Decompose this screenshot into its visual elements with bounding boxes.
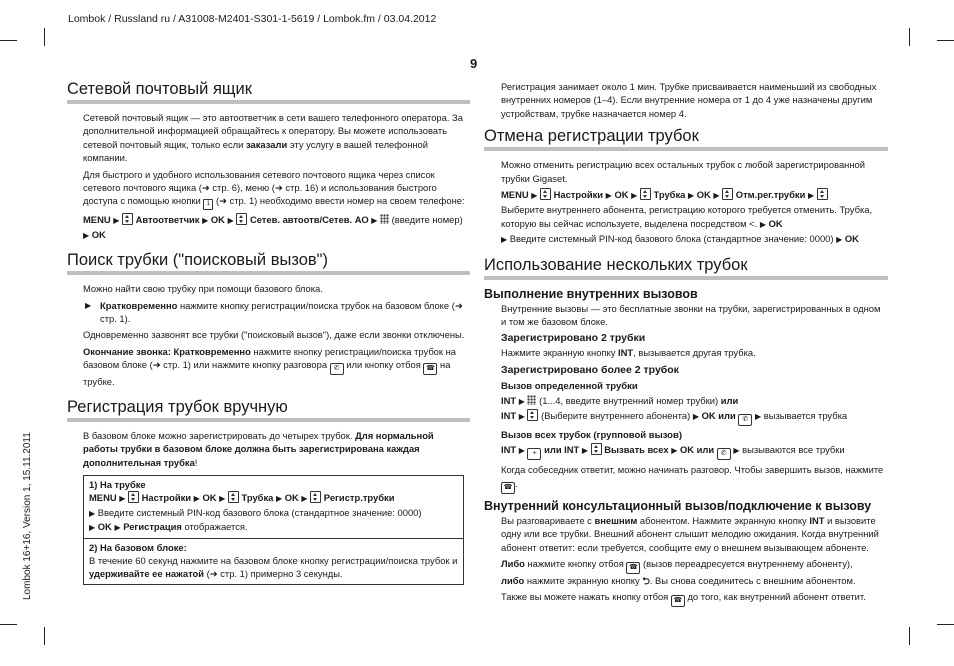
paragraph: [501, 203, 888, 231]
nav-key-icon: [527, 409, 538, 421]
end-call-key-icon: ☎: [423, 363, 437, 375]
text-span: .: [515, 477, 518, 489]
nav-key-icon: [128, 491, 139, 503]
text-span: Выберите внутреннего абонента, регистрацию которого требуется отменить. Трубка, которую вы сейчас используете, выделена посредством <.: [501, 204, 873, 229]
talk-key-icon: ✆: [717, 448, 731, 460]
text-span: Трубка: [653, 189, 686, 201]
subsection-title: Выполнение внутренних вызовов: [484, 286, 698, 301]
text-span: OK: [210, 214, 225, 226]
text-span: Автоответчик: [135, 214, 200, 226]
text-span: OK: [844, 233, 859, 245]
text-span: стр. 16) и использования быстрого доступа с помощью кнопки: [83, 182, 437, 207]
paragraph: [83, 429, 469, 469]
section-rule: [67, 100, 470, 104]
text-span: либо: [501, 574, 525, 586]
paragraph: [501, 590, 888, 607]
section-rule: [67, 271, 470, 275]
text-span: Регистр.трубки: [323, 492, 395, 504]
text-span: Также вы можете нажать кнопку отбоя: [501, 591, 671, 603]
text-span: или: [720, 394, 739, 406]
section-title-manual-registration: Регистрация трубок вручную: [67, 397, 288, 416]
crop-mark: [44, 28, 45, 46]
triangle-icon: ▶: [713, 191, 720, 201]
triangle-icon: ▶: [733, 446, 740, 456]
text-span: стр. 1) или нажмите кнопку разговора: [160, 359, 330, 371]
triangle-icon: ▶: [89, 523, 96, 533]
text-span: !: [194, 456, 198, 468]
subheading: Вызов всех трубок (групповой вызов): [501, 430, 682, 442]
text-span: Отм.рег.трубки: [735, 189, 806, 201]
text-span: Для нормальной работы трубки в базовом блоке должна быть зарегистрирована каждая дополнительная трубка: [83, 429, 434, 468]
section-title-paging: Поиск трубки ("поисковый вызов"): [67, 251, 328, 270]
crop-mark: [0, 624, 17, 625]
paragraph: [501, 463, 888, 493]
triangle-icon: ▶: [113, 216, 120, 226]
pin-instruction: [89, 506, 458, 520]
text-span: Кратковременно: [170, 345, 251, 357]
crop-mark: [0, 40, 17, 41]
base-instruction: [89, 554, 458, 581]
text-span: Либо: [501, 557, 525, 569]
text-span: на трубке.: [83, 359, 451, 388]
triangle-icon: ▶: [687, 191, 695, 201]
arrow-icon: ➜: [201, 182, 210, 194]
text-span: Вы разговариваете с: [501, 514, 595, 526]
text-span: . Вы снова соединитесь с внешним абонентом.: [649, 574, 856, 586]
nav-key-icon: [817, 188, 828, 200]
text-span: меню: [245, 182, 270, 194]
text-span: MENU: [501, 189, 529, 201]
text-span: стр. 1) примерно 3 секунды.: [217, 568, 343, 580]
section-rule: [67, 418, 470, 422]
triangle-icon: ▶: [671, 446, 678, 456]
step-heading: 1) На трубке: [89, 478, 146, 490]
subheading: Вызов определенной трубки: [501, 380, 638, 392]
text-span: OK: [202, 492, 217, 504]
triangle-icon: ▶: [605, 191, 612, 201]
nav-key-icon: [236, 213, 247, 225]
paragraph: Внутренние вызовы — это бесплатные звонки на трубки, зарегистрированных в одном и том же базовом блоке.: [501, 302, 881, 328]
text-span: заказали: [245, 138, 288, 150]
text-span: Вызвать всех: [604, 444, 669, 456]
text-span: В базовом блоке можно зарегистрировать до четырех трубок.: [83, 429, 356, 441]
section-rule: [484, 276, 888, 280]
text-span: Сетевой почтовый ящик — это автоответчик в сети вашего телефонного оператора. За дополнительной информацией обращайтесь к оператору. Вы можете использовать сетевой почтовый ящик, только если: [83, 112, 463, 150]
triangle-icon: ▶: [759, 219, 766, 229]
section-title-network-mailbox: Сетевой почтовый ящик: [67, 80, 252, 98]
triangle-icon: ▶: [114, 523, 121, 533]
text-span: до того, как внутренний абонент ответит.: [684, 591, 866, 603]
text-span: INT: [501, 410, 517, 422]
text-span: отображается.: [181, 521, 248, 533]
triangle-icon: ▶: [85, 300, 92, 310]
text-span: стр. 1).: [100, 313, 131, 325]
talk-key-icon: ✆: [738, 414, 752, 426]
text-span: нажмите кнопку регистрации/поиска трубок на базовом блоке (: [83, 345, 456, 371]
menu-path: [89, 491, 458, 505]
text-span: удерживайте ее нажатой: [89, 568, 205, 580]
paragraph: [83, 345, 469, 389]
text-span: (: [204, 568, 210, 580]
paragraph: [501, 232, 888, 246]
page-header: Lombok / Russland ru / A31008-M2401-S301-1-5619 / Lombok.fm / 03.04.2012: [68, 13, 437, 25]
text-span: вызывается трубка: [763, 410, 848, 422]
nav-key-icon: [228, 491, 239, 503]
triangle-icon: ▶: [518, 446, 525, 456]
triangle-icon: ▶: [219, 494, 226, 504]
talk-key-icon: ✆: [330, 363, 344, 375]
confirm-instruction: [89, 520, 458, 534]
text-span: OK: [696, 189, 711, 201]
text-span: нажмите кнопку отбоя: [524, 557, 627, 569]
section-title-multiple-handsets: Использование нескольких трубок: [484, 255, 748, 274]
text-span: OK: [614, 189, 629, 201]
triangle-icon: ▶: [754, 412, 762, 422]
paragraph: Можно отменить регистрацию всех остальных трубок с любой зарегистрированной трубки Gigaset.: [501, 159, 865, 184]
text-span: , вызывается другая трубка.: [633, 347, 756, 359]
text-span: Регистрация: [123, 521, 182, 533]
text-span: OK: [91, 228, 106, 240]
text-span: (введите номер): [391, 214, 463, 226]
text-span: В течение 60 секунд нажмите на базовом блоке кнопку регистрации/поиска трубок и: [89, 554, 458, 566]
text-span: INT: [501, 444, 517, 456]
triangle-icon: ▶: [631, 191, 638, 201]
paragraph: [83, 111, 469, 165]
arrow-icon: ➜: [274, 182, 283, 194]
text-span: MENU: [83, 214, 111, 226]
star-key-icon: +: [527, 448, 541, 460]
text-span: INT: [809, 514, 825, 526]
arrow-icon: ➜: [454, 299, 463, 311]
triangle-icon: ▶: [202, 216, 209, 226]
arrow-icon: ➜: [219, 195, 227, 207]
triangle-icon: ▶: [83, 230, 90, 240]
text-span: (: [269, 182, 275, 194]
triangle-icon: ▶: [119, 494, 126, 504]
left-column: [67, 80, 470, 585]
text-span: стр. 1) необходимо ввести номер на своем телефоне:: [226, 195, 465, 207]
paragraph: [83, 168, 469, 211]
triangle-icon: ▶: [371, 216, 378, 226]
text-span: внешним: [594, 514, 638, 526]
paragraph: Одновременно зазвонят все трубки ("поисковый вызов"), даже если звонки отключены.: [83, 329, 465, 341]
triangle-icon: ▶: [501, 235, 508, 245]
text-span: и вызовите одну или все трубки. Внешний абонент слышит мелодию ожидания. Когда внутренний абонент ответит: если требуется, сообщите ему о внешнем вызывающем абоненте.: [501, 514, 879, 553]
text-span: MENU: [89, 492, 117, 504]
instruction: [501, 394, 888, 408]
text-span: OK или: [701, 410, 736, 422]
crop-mark: [937, 624, 954, 625]
text-span: OK или: [679, 444, 715, 456]
text-span: нажмите кнопку регистрации/поиска трубок на базовом блоке (: [177, 299, 455, 311]
step-heading: 2) На базовом блоке:: [89, 541, 187, 553]
instruction: [501, 409, 888, 426]
nav-key-icon: [540, 188, 551, 200]
text-span: Окончание звонка:: [83, 345, 171, 357]
text-span: Кратковременно: [100, 299, 178, 311]
bullet-item: [83, 299, 469, 326]
keypad-icon: [380, 214, 389, 224]
text-span: Введите системный PIN-код базового блока (стандартное значение: 0000): [509, 233, 834, 245]
text-span: Когда собеседник ответит, можно начинать разговор. Чтобы завершить вызов, нажмите: [501, 464, 884, 476]
subsection-title: Внутренний консультационный вызов/подключение к вызову: [484, 498, 872, 513]
side-note: Lombok 16+16, Version 1, 15.11.2011: [22, 432, 33, 600]
back-icon: ⮌: [642, 574, 650, 586]
paragraph: Регистрация занимает около 1 мин. Трубке присваивается наименьший из свободных внутренних номеров (1–4). Если внутренние номера от 1 до 4 уже назначены другим устройствам, трубке назначается номер 4.: [501, 81, 877, 119]
paragraph: [501, 557, 888, 587]
triangle-icon: ▶: [275, 494, 283, 504]
nav-key-icon: [640, 188, 651, 200]
text-span: нажмите экранную кнопку: [524, 574, 643, 586]
text-span: (1...4, введите внутренний номер трубки): [539, 394, 719, 406]
nav-key-icon: [310, 491, 321, 503]
end-call-key-icon: ☎: [501, 482, 515, 494]
nav-key-icon: [591, 443, 602, 455]
paragraph: [501, 346, 888, 359]
arrow-icon: ➜: [152, 359, 161, 371]
triangle-icon: ▶: [836, 235, 843, 245]
triangle-icon: ▶: [581, 446, 589, 456]
end-call-key-icon: ☎: [671, 595, 685, 607]
key-1-icon: 1: [203, 199, 213, 210]
text-span: Настройки: [141, 492, 192, 504]
text-span: INT: [501, 394, 517, 406]
nav-key-icon: [122, 213, 133, 225]
registration-steps-box: [83, 475, 464, 585]
text-span: INT: [618, 347, 634, 359]
triangle-icon: ▶: [227, 216, 234, 226]
triangle-icon: ▶: [531, 191, 538, 201]
subheading: Зарегистрировано 2 трубки: [501, 332, 646, 345]
text-span: Сетев. автоотв/Сетев. АО: [249, 214, 369, 226]
page-number: 9: [470, 56, 478, 71]
text-span: эту услугу в вашей телефонной компании.: [83, 138, 429, 164]
instruction: [501, 443, 888, 460]
menu-path: [501, 188, 888, 202]
triangle-icon: ▶: [89, 508, 96, 518]
paragraph: Можно найти свою трубку при помощи базового блока.: [83, 283, 323, 295]
keypad-icon: [527, 395, 536, 405]
menu-path: [83, 213, 469, 242]
text-span: OK: [284, 492, 299, 504]
triangle-icon: ▶: [808, 191, 815, 201]
nav-key-icon: [722, 188, 733, 200]
triangle-icon: ▶: [518, 412, 525, 422]
text-span: или INT: [544, 444, 580, 456]
text-span: стр. 6),: [209, 182, 246, 194]
text-span: (вызов переадресуется внутреннему абоненту),: [640, 557, 853, 569]
text-span: или кнопку отбоя: [343, 359, 424, 371]
text-span: Введите системный PIN-код базового блока (стандартное значение: 0000): [97, 506, 422, 518]
text-span: абонентом. Нажмите экранную кнопку: [637, 514, 810, 526]
crop-mark: [937, 40, 954, 41]
triangle-icon: ▶: [193, 494, 200, 504]
section-title-deregistration: Отмена регистрации трубок: [484, 127, 699, 146]
triangle-icon: ▶: [692, 412, 699, 422]
text-span: Настройки: [553, 189, 604, 201]
arrow-icon: ➜: [209, 568, 218, 580]
text-span: Трубка: [241, 492, 274, 504]
crop-mark: [44, 627, 45, 645]
text-span: (: [213, 195, 220, 207]
subheading: Зарегистрировано более 2 трубок: [501, 363, 679, 376]
right-column: [484, 80, 888, 610]
text-span: Для быстрого и удобного использования сетевого почтового ящика через список сетевого почтового ящика (: [83, 168, 435, 194]
text-span: OK: [97, 521, 112, 533]
text-span: вызываются все трубки: [742, 444, 845, 456]
section-rule: [484, 147, 888, 151]
triangle-icon: ▶: [301, 494, 308, 504]
crop-mark: [909, 627, 910, 645]
end-call-key-icon: ☎: [626, 562, 640, 574]
paragraph: [501, 514, 888, 554]
crop-mark: [909, 28, 910, 46]
text-span: OK: [768, 217, 783, 229]
text-span: Нажмите экранную кнопку: [501, 347, 619, 359]
text-span: (Выберите внутреннего абонента): [541, 410, 691, 422]
triangle-icon: ▶: [518, 396, 525, 406]
